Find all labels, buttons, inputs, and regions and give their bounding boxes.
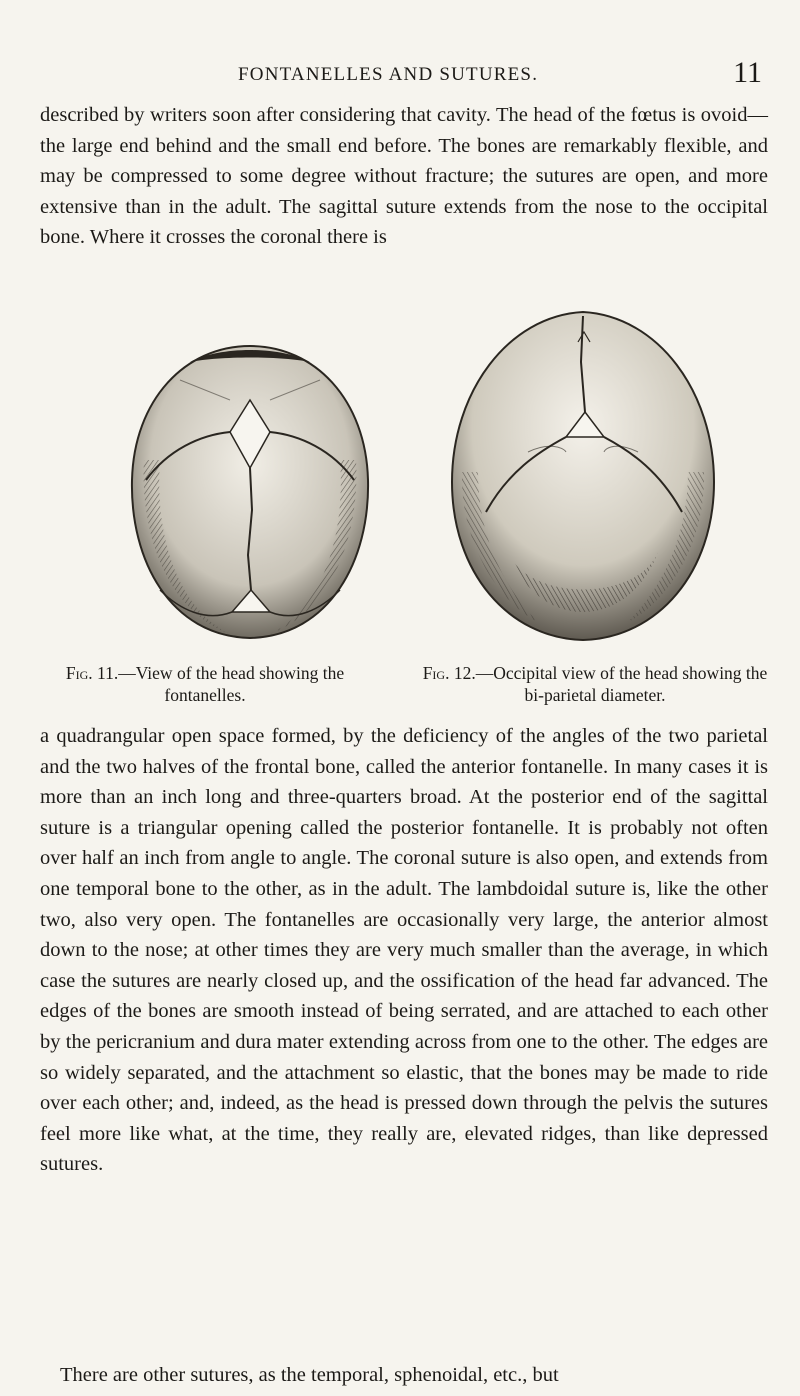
- paragraph-1: described by writers soon after considering that cavity. The head of the fœtus is ovoid—the large end behind and the small end before. The bones are remarkably flexible, and may be compressed to some degree without fracture; the sutures are open, and more extensive than in the adult. The sagittal suture extends from the nose to the occipital bone. Where it crosses the coronal there is: [40, 104, 768, 249]
- figure-12-label: Fig. 12.: [422, 663, 476, 683]
- skull-top-view-illustration: [120, 340, 380, 645]
- paragraph-3: There are other sutures, as the temporal, sphenoidal, etc., but: [60, 1364, 559, 1386]
- paragraph-2: a quadrangular open space formed, by the deficiency of the angles of the two parietal and the two halves of the frontal bone, called the anterior fontanelle. In many cases it is more than an inch long and three-quarters broad. At the posterior end of the sagittal suture is a triangular opening called the posterior fontanelle. It is probably not often over half an inch from angle to angle. The coronal suture is also open, and extends from one temporal bone to the other, as in the adult. The lambdoidal suture is, like the other two, also very open. The fontanelles are occasionally very large, the anterior almost down to the nose; at other times they are very much smaller than the average, in which case the sutures are nearly closed up, and the ossification of the head far advanced. The edges of the bones are smooth instead of being serrated, and are attached to each other by the pericranium and dura mater extending across from one to the other. The edges are so widely separated, and the attachment so elastic, that the bones may be made to ride over each other; and, indeed, as the head is pressed down through the pelvis the sutures feel more like what, at the time, they really are, elevated ridges, than like depressed sutures.: [40, 725, 768, 1176]
- figure-12-caption: [420, 662, 770, 706]
- figure-12-caption-text: —Occipital view of the head showing the bi-parietal diameter.: [475, 663, 768, 705]
- occipital-view-illustration: [438, 302, 728, 647]
- figure-11-label: Fig. 11.: [65, 663, 119, 683]
- figure-11-caption-text: —View of the head showing the fontanelles.: [118, 663, 345, 705]
- figure-12-occipital-view: [438, 302, 728, 647]
- page-number: 11: [733, 56, 762, 89]
- running-title: FONTANELLES AND SUTURES.: [238, 64, 539, 85]
- running-head: [0, 56, 800, 92]
- figure-11-caption: [40, 662, 370, 706]
- figure-11-skull-top-view: [120, 340, 380, 645]
